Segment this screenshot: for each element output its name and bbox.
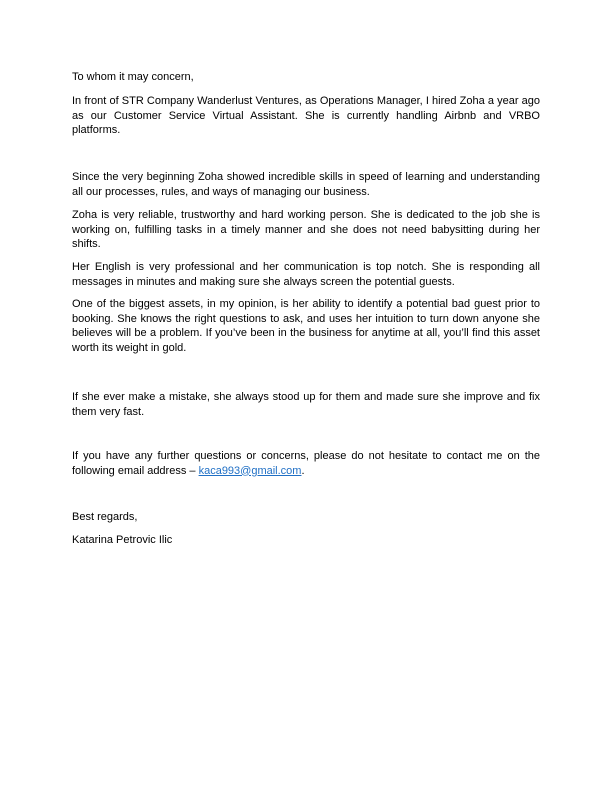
closing: Best regards, (72, 511, 138, 523)
paragraph-contact (72, 449, 540, 478)
paragraph-assets: One of the biggest assets, in my opinion, is her ability to identify a potential bad guest prior to booking. She knows the right questions to ask, and uses her intuition to turn down anyone she believes will be a problem. If you’ve been in the business for anytime at all, you’ll find this asset worth its weight in gold. (72, 298, 540, 354)
email-link[interactable]: kaca993@gmail.com (198, 464, 302, 477)
paragraph-intro: In front of STR Company Wanderlust Ventures, as Operations Manager, I hired Zoha a year ago as our Customer Service Virtual Assistant. She is currently handling Airbnb and VRBO platforms. (72, 95, 540, 137)
paragraph-reliability: Zoha is very reliable, trustworthy and hard working person. She is dedicated to the job she is working on, fulfilling tasks in a timely manner and she does not need babysitting during her shifts. (72, 209, 540, 251)
signature: Katarina Petrovic Ilic (72, 534, 173, 546)
contact-text: If you have any further questions or concerns, please do not hesitate to contact me on the following email address – (72, 450, 540, 477)
paragraph-communication: Her English is very professional and her communication is top notch. She is responding all messages in minutes and making sure she always screen the potential guests. (72, 261, 540, 288)
paragraph-mistakes: If she ever make a mistake, she always stood up for them and made sure she improve and fix them very fast. (72, 391, 540, 418)
paragraph-learning: Since the very beginning Zoha showed incredible skills in speed of learning and understanding all our processes, rules, and ways of managing our business. (72, 171, 540, 198)
contact-period: . (301, 464, 305, 477)
salutation: To whom it may concern, (72, 71, 194, 83)
